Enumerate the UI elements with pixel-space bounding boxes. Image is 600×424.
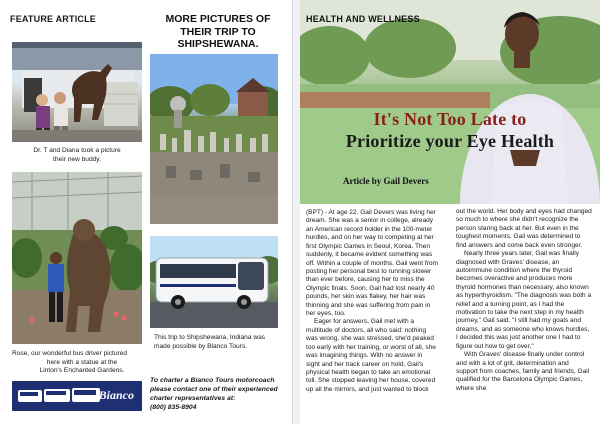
bianco-logo: Bianco	[98, 388, 134, 402]
charter-phone: (800) 835-8904	[150, 404, 197, 411]
charter-line1: To charter a Bianco Tours motorcoach	[150, 377, 275, 384]
article-headline	[300, 108, 600, 152]
horse-scene-illustration	[12, 42, 142, 142]
article-headline-line2: Prioritize your Eye Health	[345, 131, 555, 151]
article-paragraph: out the world. Her body and eyes had changed so much to where she didn't recognize the person staring back at her. But even in the toughest moments, Gail was determined to find answers and come back even stronger.	[456, 208, 592, 249]
article-paragraph: Nearly three years later, Gail was finally diagnosed with Graves' disease, an autoimmune condition where the thyroid becomes overactive and produces more thyroid hormones than necessary, also known as hyperthyroidism. "The diagnosis was both a relief and a turning point, as I had the motivation to take the next step in my health journey," Gail said. "I still had my goals and dreams, and as someone who knows hurdles, I decided this was just another one I had to figure out how to get over."	[456, 250, 592, 350]
article-byline: Article by Gail Devers	[343, 176, 429, 186]
more-pictures-title	[158, 13, 278, 51]
bus-fleet-icon	[14, 381, 104, 411]
charter-contact-text	[150, 376, 285, 412]
photo-horse-caption	[12, 147, 142, 164]
greenhouse-scene-illustration	[12, 172, 142, 344]
article-paragraph: (BPT) - At age 22, Gail Devers was living her dream. She was a senior in college, already an American record holder in the 100-meter hurdles, and on her way to competing at her first Olympic Games in Seoul, Korea. Then suddenly, it became evident something was off. Within a couple of months, Gail went from posting her personal best to running slower than ever before, causing her to miss the Olympic finals. Soon, Gail had lost nearly 40 pounds, her skin was flakey, her hair was thinning and she was suffering from pain in her eyes, too.	[306, 209, 438, 318]
photo-garden-statues	[150, 54, 278, 224]
photo-bianco-bus	[150, 236, 278, 328]
section-label-health-wellness: HEALTH AND WELLNESS	[306, 14, 420, 24]
bianco-tours-banner	[12, 381, 142, 411]
park-portrait-illustration	[300, 0, 600, 204]
hero-photo-gail-devers	[300, 0, 600, 204]
charter-line2: please contact one of their experienced	[150, 386, 278, 393]
photo-horse-caption-line2: their new buddy.	[53, 155, 101, 163]
page-gutter	[292, 0, 300, 424]
photo-driver-caption-line3: Linton's Enchanted Gardens.	[39, 367, 125, 375]
garden-scene-illustration	[150, 54, 278, 224]
photo-bus-caption	[154, 334, 286, 351]
more-pictures-title-line3: SHIPSHEWANA.	[177, 38, 259, 50]
article-headline-line1: It's Not Too Late to	[373, 109, 527, 129]
section-label-feature-article: FEATURE ARTICLE	[10, 14, 96, 24]
article-paragraph: Eager for answers, Gail met with a multitude of doctors, all who said: nothing was wrong, she was stressed, she'd peaked too early with her training, or worst of all, she was imagining things. With no answer in sight and her track career on hold, Gail's physical health began to take an emotional toll. She stopped leaving her house, covered up all the mirrors, and just wanted to block	[306, 318, 436, 393]
photo-driver-caption-line1: Rose, our wonderful bus driver pictured	[12, 350, 128, 357]
photo-driver-caption-line2: here with a statue at the	[46, 358, 118, 366]
photo-horse-caption-line1: Dr. T and Diana took a picture	[33, 147, 121, 154]
more-pictures-title-line1: MORE PICTURES OF	[165, 13, 271, 25]
photo-driver-caption	[12, 350, 152, 376]
photo-bus-caption-line1: This trip to Shipshewana, Indiana was	[154, 334, 266, 341]
photo-horse-buddy	[12, 42, 142, 142]
photo-bus-caption-line2: made possible by Blanco Tours.	[154, 342, 247, 350]
article-column-2	[456, 208, 592, 393]
more-pictures-title-line2: THEIR TRIP TO	[180, 25, 256, 38]
photo-driver-statue	[12, 172, 142, 344]
article-paragraph: With Graves' disease finally under control and with a lot of grit, determination and support from coaches, family and friends, Gail qualified for the Barcelona Olympic Games, where she	[456, 351, 590, 392]
article-column-1	[306, 209, 438, 394]
charter-line3: charter representatives at:	[150, 395, 236, 402]
bus-scene-illustration	[150, 236, 278, 328]
